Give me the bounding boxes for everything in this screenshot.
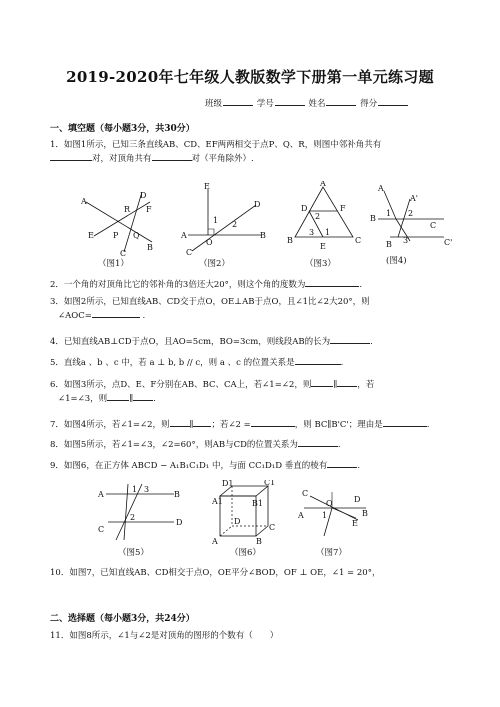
f3-label-1: 1 [325,228,331,237]
q10-text: 10．如图7，已知直线AB、CD相交于点O，OE平分∠BOD，OF ⊥ OE，∠1 = 20°， [50,568,381,578]
figure-3 [285,181,365,257]
f4-label-b-prime: B [386,240,392,249]
f3-label-2: 2 [315,212,321,221]
f1-label-a: A [81,197,87,206]
question-9: 9．如图6，在正方体 ABCD − A₁B₁C₁D₁ 中，与面 CC₁D₁D 垂直的棱有 . [50,458,360,472]
f1-label-f: F [146,205,152,214]
id-blank [275,97,305,106]
id-label: 学号 [256,99,274,109]
q7-blank-1 [170,417,190,427]
f2-label-a: A [181,231,187,240]
q7-blank-4 [383,417,427,427]
f2-label-c: C [186,248,193,257]
q6-blank-2 [337,377,357,387]
f5-label-3: 3 [144,485,150,494]
q4-blank [330,334,370,344]
f5-label-d: D [176,518,183,527]
f6-label-a: A [212,537,218,546]
question-2: 2．一个角的对顶角比它的邻补角的3倍还大20°，则这个角的度数为 . [50,277,362,291]
f5-label-1: 1 [132,485,138,494]
q5-blank [295,355,341,365]
f4-label-3: 3 [403,236,409,245]
q6-text-a: 6．如图3所示，点D、E、F分别在AB、BC、CA上，若∠1=∠2，则 [50,380,312,390]
f2-label-e: E [204,182,210,191]
f6-label-b: B [256,537,262,546]
q6-text-d: ∠1=∠3，则 [58,394,108,404]
f3-label-c: C [355,236,362,245]
f7-label-c: C [302,489,309,498]
q6-parallel-2: ∥ [129,394,134,404]
q7-blank-2 [193,417,211,427]
q4-text: 4．已知直线AB⊥CD于点O，且AO=5cm，BO=3cm，则线段AB的长为 [50,337,331,347]
f1-label-p: P [113,231,119,240]
caption-figure-3: （图3） [305,259,336,269]
caption-figure-2: （图2） [199,259,230,269]
f5-label-a: A [98,490,104,499]
name-label: 姓名 [308,99,326,109]
f6-label-d1: D1 [222,480,234,488]
f6-label-c1: C1 [264,480,276,487]
f2-label-2: 2 [232,220,238,229]
f1-label-q: Q [133,231,140,240]
f6-label-c: C [269,523,276,532]
caption-figure-6: （图6） [230,548,261,558]
q8-text: 8．如图5所示，若∠1=∠3，∠2=60°，则AB与CD的位置关系为 [50,440,298,450]
f3-label-d: D [301,204,308,213]
f6-label-b1: B1 [252,499,263,508]
q6-text-c: ，若 [357,380,375,390]
section-choice-heading: 二、选择题（每小题3分，共24分） [50,614,195,624]
f3-label-3: 3 [309,228,315,237]
f4-label-c-prime: C' [444,238,453,247]
figure-4 [364,181,454,257]
q3-blank [92,308,140,318]
q9-text: 9．如图6，在正方体 ABCD − A₁B₁C₁D₁ 中，与面 CC₁D₁D 垂直的棱有 [50,461,328,471]
f7-label-a: A [298,511,304,520]
f7-label-e: E [352,519,358,528]
f7-label-1: 1 [322,511,328,520]
question-7: 7．如图4所示，若∠1=∠2，则 ∥ ；若∠2 = ，则 BC∥B'C'；理由是 . [50,417,429,431]
f1-label-c: C [120,249,127,256]
f3-label-f: F [340,204,346,213]
f2-label-d: D [254,200,261,209]
q1-text-b: 对，对顶角共有 [92,154,152,164]
f5-label-b: B [174,490,180,499]
q8-blank [298,437,338,447]
name-blank [326,97,356,106]
q11-text: 11．如图8所示，∠1与∠2是对顶角的图形的个数有（ ） [50,631,279,641]
q2-blank [305,277,359,287]
f7-label-d: D [354,495,361,504]
q6-parallel-1: ∥ [333,380,338,390]
page-title: 2019-2020年七年级人教版数学下册第一单元练习题 [66,68,434,86]
f7-label-b: B [362,509,368,518]
figure-7 [296,488,372,544]
q2-text: 2．一个角的对顶角比它的邻补角的3倍还大20°，则这个角的度数为 [50,280,306,290]
caption-figure-7: （图7） [316,548,347,558]
figure-6 [212,480,278,546]
q7-text-a: 7．如图4所示，若∠1=∠2，则 [50,420,170,430]
q3-text-a: 3．如图2所示，已知直线AB、CD交于点O，OE⊥AB于点O，且∠1比∠2大20°，则 [50,297,370,307]
q1-blank-1 [50,151,92,161]
q1-text-c: 对（平角除外）. [191,154,254,164]
score-label: 得分 [360,99,378,109]
class-label: 班级 [205,99,223,109]
caption-figure-1: （图1） [98,259,129,269]
q7-parallel: ∥ [189,420,194,430]
f6-label-a1: A1 [212,497,223,506]
q3-text-b: ∠AOC= [58,311,92,321]
f5-label-c: C [98,525,105,534]
question-11 [50,630,278,642]
question-10 [50,567,380,579]
question-6: 6．如图3所示，点D、E、F分别在AB、BC、CA上，若∠1=∠2，则 ∥ ，若 ∠1=∠3，则 ∥ . [50,377,374,405]
f2-label-o: O [206,238,213,247]
score-blank [378,97,408,106]
f2-label-b: B [260,231,266,240]
f4-label-a: A [378,184,384,193]
q9-blank [327,458,357,468]
f4-label-b: B [370,214,376,223]
q5-text: 5．直线a 、b 、c 中，若 a ⊥ b, b // c，则 a 、c 的位置关系是 [50,358,295,368]
q7-text-b: ；若∠2 = [211,420,251,430]
f4-label-1: 1 [386,209,392,218]
student-info-line [205,97,409,109]
figure-5 [96,482,188,544]
class-blank [223,97,253,106]
question-5: 5．直线a 、b 、c 中，若 a ⊥ b, b // c，则 a 、c 的位置关系是 . [50,355,343,369]
q7-text-c: ，则 BC∥B'C'；理由是 [294,420,383,430]
f7-label-o: O [326,499,333,508]
q1-blank-2 [152,151,192,161]
f4-label-c: C [430,221,437,230]
q6-blank-3 [107,391,129,401]
caption-figure-4: (图4) [386,256,407,266]
f3-label-e: E [320,242,326,251]
q6-blank-4 [133,391,153,401]
figure-1 [80,186,160,256]
section-fill-blank-heading: 一、填空题（每小题3分，共30分） [50,124,195,134]
f1-label-d: D [140,191,147,200]
question-4: 4．已知直线AB⊥CD于点O，且AO=5cm，BO=3cm，则线段AB的长为 . [50,334,373,348]
q7-blank-3 [251,417,295,427]
question-3: 3．如图2所示，已知直线AB、CD交于点O，OE⊥AB于点O，且∠1比∠2大20°，则 ∠AOC= . [50,297,370,321]
f2-label-1: 1 [213,216,219,225]
f1-label-e: E [88,231,94,240]
f1-label-b: B [147,243,153,252]
q6-blank-1 [311,377,333,387]
q1-text-a: 1．如图1所示，已知三条直线AB、CD、EF两两相交于点P、Q、R，则图中邻补角共有 [50,140,382,150]
f5-label-2: 2 [130,513,136,522]
question-1 [50,139,381,165]
question-8: 8．如图5所示，若∠1=∠3，∠2=60°，则AB与CD的位置关系为 . [50,437,341,451]
f4-label-a-prime: A' [410,194,418,203]
f3-label-b: B [287,236,293,245]
f3-label-a: A [320,181,326,188]
figure-2 [180,181,270,257]
f6-label-d: D [234,517,241,526]
f1-label-r: R [124,205,131,214]
f4-label-2: 2 [408,209,414,218]
caption-figure-5: （图5） [118,548,149,558]
